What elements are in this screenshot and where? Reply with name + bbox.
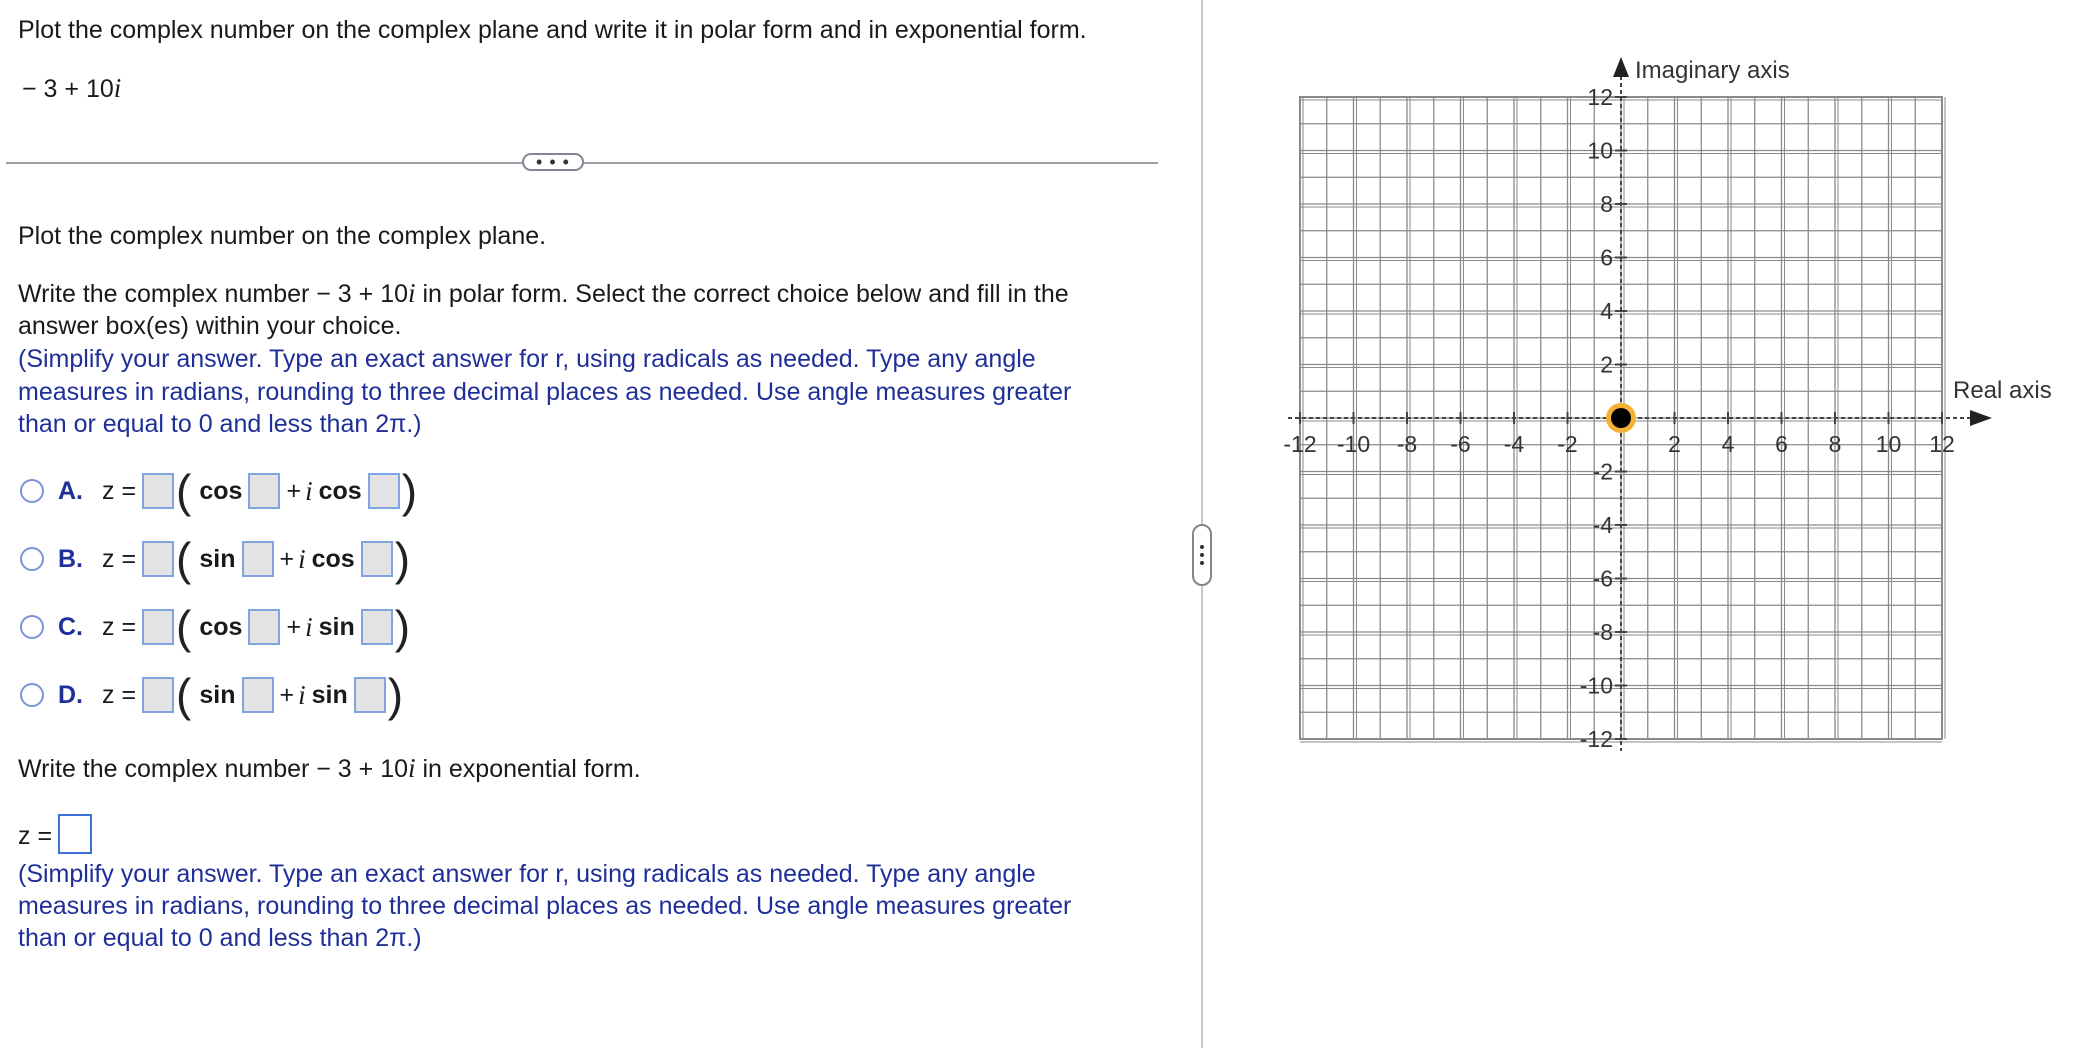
complex-plane-graph[interactable] bbox=[1240, 40, 2081, 760]
exponential-hint-3: than or equal to 0 and less than 2π.) bbox=[18, 924, 422, 952]
radio-d[interactable] bbox=[20, 683, 44, 707]
y-tick-label: -8 bbox=[1592, 619, 1613, 645]
radio-b[interactable] bbox=[20, 547, 44, 571]
y-tick-label: -10 bbox=[1579, 672, 1613, 699]
exponential-instruction: Write the complex number − 3 + 10i in exponential form. bbox=[18, 753, 641, 783]
choice-b[interactable]: B. z = ( sin + i cos ) bbox=[20, 537, 412, 581]
y-tick-label: 10 bbox=[1587, 137, 1613, 164]
radio-c[interactable] bbox=[20, 615, 44, 639]
x-tick-label: -8 bbox=[1396, 431, 1418, 457]
plot-point-dot[interactable] bbox=[1611, 408, 1631, 428]
y-tick-label: -12 bbox=[1579, 726, 1613, 752]
y-axis-arrow bbox=[1613, 57, 1629, 77]
x-tick-label: 12 bbox=[1929, 431, 1955, 457]
x-axis-label: Real axis bbox=[1953, 377, 2052, 404]
y-tick-label: 8 bbox=[1600, 191, 1613, 217]
x-tick-label: 6 bbox=[1775, 431, 1788, 457]
polar-hint-1: (Simplify your answer. Type an exact answer for r, using radicals as needed. Type any angle bbox=[18, 345, 1036, 373]
exponential-z-label: z = bbox=[18, 822, 53, 850]
x-tick-label: -12 bbox=[1283, 431, 1317, 457]
x-tick-label: -4 bbox=[1503, 431, 1525, 457]
choice-c-angle1-input[interactable] bbox=[248, 609, 280, 645]
x-tick-label: -10 bbox=[1336, 431, 1371, 457]
exponential-answer-input[interactable] bbox=[58, 814, 92, 854]
expand-button[interactable]: • • • bbox=[522, 153, 584, 171]
radio-a[interactable] bbox=[20, 479, 44, 503]
x-tick-label: -2 bbox=[1557, 431, 1578, 457]
complex-number: − 3 + 10i bbox=[22, 73, 122, 103]
choice-b-r-input[interactable] bbox=[142, 541, 174, 577]
x-tick-label: 10 bbox=[1875, 431, 1902, 457]
choice-d[interactable]: D. z = ( sin + i sin ) bbox=[20, 673, 405, 717]
choice-a-angle2-input[interactable] bbox=[368, 473, 400, 509]
exponential-hint-2: measures in radians, rounding to three decimal places as needed. Use angle measures greater bbox=[18, 892, 1072, 920]
exponential-hint-1: (Simplify your answer. Type an exact answer for r, using radicals as needed. Type any angle bbox=[18, 860, 1036, 888]
choice-d-angle1-input[interactable] bbox=[242, 677, 274, 713]
x-tick-label: -6 bbox=[1450, 431, 1471, 457]
y-tick-label: -4 bbox=[1592, 512, 1613, 538]
choice-a[interactable]: A. z = ( cos + i cos ) bbox=[20, 469, 419, 513]
x-axis-arrow bbox=[1970, 410, 1992, 426]
choice-d-r-input[interactable] bbox=[142, 677, 174, 713]
choice-c[interactable]: C. z = ( cos + i sin ) bbox=[20, 605, 412, 649]
y-axis-label: Imaginary axis bbox=[1635, 57, 1790, 84]
y-tick-label: 4 bbox=[1600, 298, 1613, 324]
choice-b-angle2-input[interactable] bbox=[361, 541, 393, 577]
polar-instruction: Write the complex number − 3 + 10i in polar form. Select the correct choice below and fill in the bbox=[18, 278, 1069, 308]
choice-c-r-input[interactable] bbox=[142, 609, 174, 645]
polar-instruction-2: answer box(es) within your choice. bbox=[18, 312, 402, 340]
y-tick-label: -6 bbox=[1592, 565, 1613, 592]
choice-b-angle1-input[interactable] bbox=[242, 541, 274, 577]
x-tick-label: 8 bbox=[1828, 431, 1842, 457]
panel-resize-handle[interactable] bbox=[1192, 524, 1212, 586]
y-tick-label: 2 bbox=[1600, 351, 1613, 378]
x-tick-label: 4 bbox=[1721, 431, 1735, 457]
polar-hint-3: than or equal to 0 and less than 2π.) bbox=[18, 410, 422, 438]
plot-instruction: Plot the complex number on the complex plane. bbox=[18, 222, 547, 250]
plot-point[interactable] bbox=[1606, 403, 1636, 433]
choice-d-angle2-input[interactable] bbox=[354, 677, 386, 713]
y-tick-label: 6 bbox=[1600, 244, 1613, 271]
choice-c-angle2-input[interactable] bbox=[361, 609, 393, 645]
x-tick-label: 2 bbox=[1668, 431, 1681, 457]
question-prompt: Plot the complex number on the complex plane and write it in polar form and in exponential form. bbox=[18, 16, 1087, 44]
y-tick-label: 12 bbox=[1587, 84, 1613, 110]
choice-a-angle1-input[interactable] bbox=[248, 473, 280, 509]
axes bbox=[1288, 57, 1992, 751]
y-tick-label: -2 bbox=[1592, 458, 1613, 485]
polar-hint-2: measures in radians, rounding to three decimal places as needed. Use angle measures greater bbox=[18, 378, 1072, 406]
choice-a-r-input[interactable] bbox=[142, 473, 174, 509]
